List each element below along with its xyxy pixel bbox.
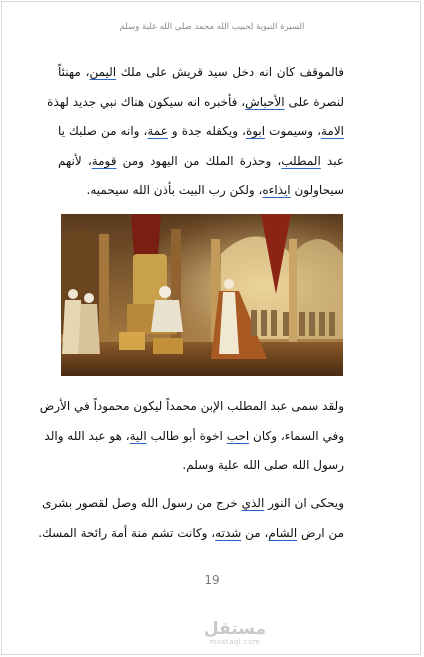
underlined-word: شدته bbox=[215, 525, 242, 540]
paragraph-line: وفي السماء، وكان احب اخوة أبو طالب الية، هو عبد الله والد bbox=[44, 428, 344, 443]
paragraph-line: لنصرة على الأحباش، فأخبره انه سيكون هناك نبي جديد لهذة bbox=[47, 94, 344, 109]
paragraph-line: فالموقف كان انه دخل سيد قريش على ملك اليمن، مهنئاً bbox=[58, 65, 344, 79]
paragraph-3 bbox=[38, 489, 344, 548]
underlined-word: ايذاءه bbox=[262, 183, 291, 197]
underlined-word: ابوة bbox=[245, 124, 266, 138]
underlined-word: قومة bbox=[91, 153, 117, 168]
underlined-word: المطلب bbox=[281, 153, 321, 168]
paragraph-2 bbox=[39, 392, 344, 481]
paragraph-line: رسول الله صلى الله علية وسلم. bbox=[182, 458, 344, 472]
page-number: 19 bbox=[204, 573, 220, 587]
paragraph-line: ويحكى ان النور الذي خرج من رسول الله وصل لقصور بشرى bbox=[42, 496, 344, 510]
page-header: السيرة النبوية لحبيب الله محمد صلى الله علية وسلم bbox=[119, 22, 305, 32]
paragraph-line: الامة، وسيموت ابوة، ويكفله جدة و عمة، وانه من صلبك يا bbox=[58, 124, 344, 138]
underlined-word: احب bbox=[226, 428, 250, 443]
underlined-word: الشام bbox=[268, 525, 298, 540]
underlined-word: الية bbox=[129, 428, 147, 443]
palace-illustration-icon bbox=[61, 214, 343, 376]
paragraph-line: عبد المطلب، وحذرة الملك من اليهود ومن قومة، لأنهم bbox=[58, 153, 344, 168]
palace-illustration bbox=[61, 214, 343, 376]
watermark-logo bbox=[204, 620, 266, 646]
paragraph-line: ولقد سمى عبد المطلب الإبن محمداً ليكون محموداً في الأرض bbox=[39, 399, 344, 413]
underlined-word: الذي bbox=[241, 496, 265, 510]
underlined-word: الأحباش bbox=[245, 94, 285, 109]
paragraph-line: سيحاولون ايذاءه، ولكن رب البيت بأذن الله سيحميه. bbox=[86, 183, 344, 197]
watermark-url: mostaql.com bbox=[209, 638, 261, 646]
watermark-text: مستقل bbox=[203, 619, 266, 639]
underlined-word: اليمن bbox=[89, 65, 117, 79]
paragraph-line: من ارض الشام، من شدته، وكانت تشم منة أمة رائحة المسك. bbox=[38, 525, 344, 540]
paragraph-1 bbox=[47, 58, 344, 206]
underlined-word: الامة bbox=[320, 124, 344, 138]
underlined-word: عمة bbox=[147, 124, 168, 138]
